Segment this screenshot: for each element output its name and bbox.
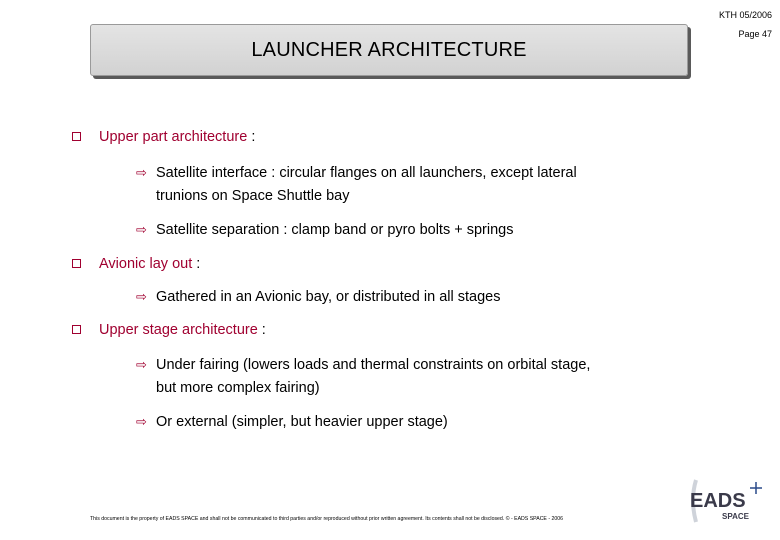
- logo-sub-text: SPACE: [722, 512, 749, 521]
- checkbox-bullet-icon: [72, 132, 81, 141]
- arrow-icon: ⇨: [136, 165, 147, 180]
- title-banner: [90, 24, 688, 76]
- bullet-heading: Upper stage architecture: [99, 322, 258, 338]
- bullet-heading: Upper part architecture: [99, 129, 248, 145]
- logo-main-text: EADS: [690, 490, 746, 512]
- bullet-suffix: :: [247, 129, 256, 145]
- sub-item-under-fairing: [136, 353, 696, 400]
- sub-text-continued: but more complex fairing): [156, 380, 320, 396]
- sub-text: Under fairing (lowers loads and thermal constraints on orbital stage,: [156, 357, 591, 373]
- sub-item-satellite-interface: [136, 161, 696, 208]
- bullet-text: [99, 129, 255, 145]
- bullet-upper-stage: [72, 322, 266, 338]
- sub-text-continued: trunions on Space Shuttle bay: [156, 188, 350, 204]
- sub-text: Satellite separation : clamp band or pyro bolts + springs: [156, 222, 514, 238]
- page-title: LAUNCHER ARCHITECTURE: [251, 38, 527, 61]
- sub-text: Satellite interface : circular flanges on all launchers, except lateral: [156, 165, 577, 181]
- sub-item-external: [136, 410, 696, 434]
- bullet-text: [99, 322, 266, 338]
- bullet-avionic-layout: [72, 256, 200, 272]
- checkbox-bullet-icon: [72, 259, 81, 268]
- eads-space-logo: [686, 470, 772, 530]
- bullet-suffix: :: [257, 322, 266, 338]
- bullet-text: [99, 256, 200, 272]
- arrow-icon: ⇨: [136, 289, 147, 304]
- sub-item-satellite-separation: [136, 218, 696, 242]
- page-number: Page 47: [738, 29, 772, 39]
- sub-text: Gathered in an Avionic bay, or distributed in all stages: [156, 289, 501, 305]
- arrow-icon: ⇨: [136, 414, 147, 429]
- bullet-heading: Avionic lay out: [99, 256, 193, 272]
- header-date: KTH 05/2006: [718, 10, 772, 20]
- checkbox-bullet-icon: [72, 325, 81, 334]
- footer-disclaimer: This document is the property of EADS SPACE and shall not be communicated to third parties and/or reproduced without prior written agreement. Its contents shall not be disclosed. © - EADS SPACE - 2006: [90, 516, 564, 522]
- bullet-upper-part: [72, 129, 255, 145]
- bullet-suffix: :: [192, 256, 201, 272]
- arrow-icon: ⇨: [136, 222, 147, 237]
- sub-item-avionic-bay: [136, 285, 696, 309]
- sub-text: Or external (simpler, but heavier upper stage): [156, 414, 448, 430]
- arrow-icon: ⇨: [136, 357, 147, 372]
